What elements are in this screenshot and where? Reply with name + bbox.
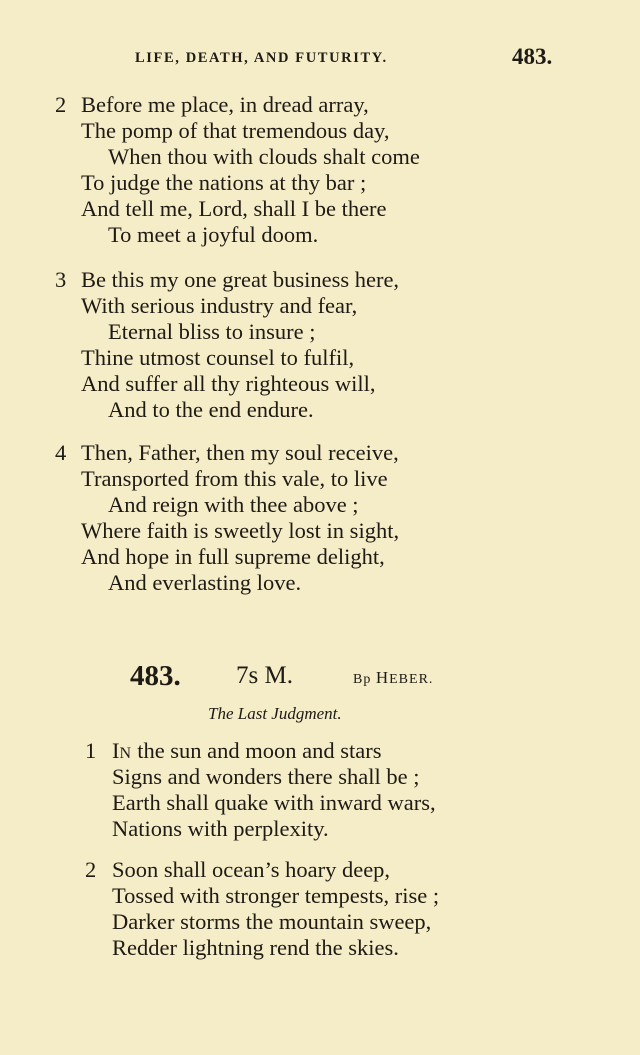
verse-line: Soon shall ocean’s hoary deep, [112,857,391,882]
verse-line: Then, Father, then my soul receive, [81,440,399,465]
verse-line: Redder lightning rend the skies. [112,935,399,960]
verse-line: To meet a joyful doom. [108,222,319,247]
verse-line: And hope in full supreme delight, [81,544,385,569]
hymn-author [353,668,433,688]
verse-line: Eternal bliss to insure ; [108,319,316,344]
running-title: LIFE, DEATH, AND FUTURITY. [135,50,388,66]
verse-line: Thine utmost counsel to fulfil, [81,345,355,370]
verse-line: And suffer all thy righteous will, [81,371,376,396]
stanza-number: 3 [55,267,67,292]
verse-line: Nations with perplexity. [112,816,329,841]
verse-line: And tell me, Lord, shall I be there [81,196,387,221]
running-head [0,44,640,74]
verse-line: The pomp of that tremendous day, [81,118,390,143]
author-prefix: Bp [353,672,372,687]
drop-cap: I [112,738,120,763]
verse-line: Darker storms the mountain sweep, [112,909,432,934]
verse-line: Earth shall quake with inward wars, [112,790,436,815]
first-line-rest: the sun and moon and stars [131,738,382,763]
hymn-title: The Last Judgment. [208,704,342,723]
verse-line: With serious industry and fear, [81,293,358,318]
small-cap: N [119,745,132,762]
stanza-number: 1 [85,738,97,763]
verse-line: Transported from this vale, to live [81,466,388,491]
author-name-rest: EBER. [389,672,434,687]
verse-line: And reign with thee above ; [108,492,359,517]
page-number: 483. [512,44,553,69]
verse-line: And everlasting love. [108,570,302,595]
verse-line: Be this my one great business here, [81,267,400,292]
hymn-number: 483. [130,660,181,692]
author-initial: H [375,668,390,687]
verse-line: Before me place, in dread array, [81,92,369,117]
hymn-header [0,658,640,698]
stanza-number: 4 [55,440,67,465]
verse-line: When thou with clouds shalt come [108,144,420,169]
verse-line: To judge the nations at thy bar ; [81,170,367,195]
hymn-meter: 7s M. [236,662,293,689]
verse-line-first [112,738,382,767]
stanza-number: 2 [55,92,67,117]
verse-line: Signs and wonders there shall be ; [112,764,420,789]
stanza-number: 2 [85,857,97,882]
verse-line: Where faith is sweetly lost in sight, [81,518,400,543]
verse-line: And to the end endure. [108,397,314,422]
verse-line: Tossed with stronger tempests, rise ; [112,883,440,908]
